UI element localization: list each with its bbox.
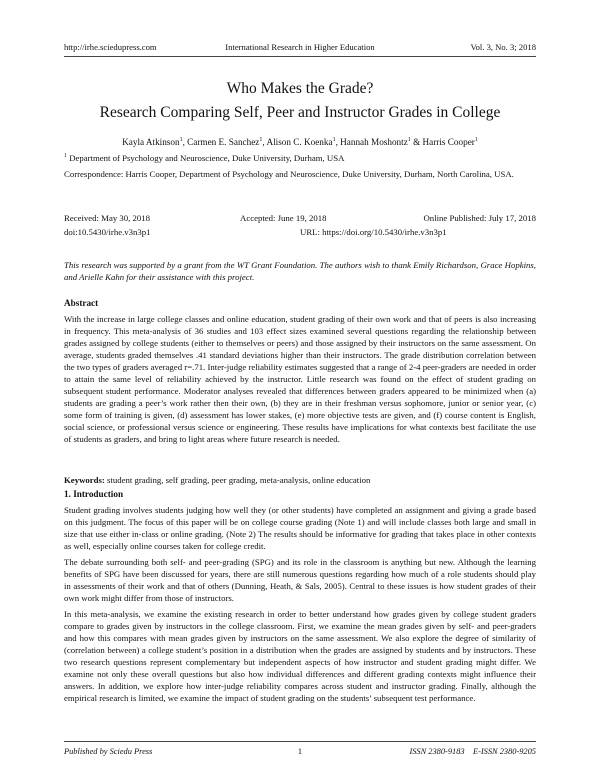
keywords-text: student grading, self grading, peer grading, meta-analysis, online education [107, 475, 371, 485]
affiliation [64, 152, 536, 164]
author-affiliation-mark: 1 [407, 136, 411, 143]
paper-subtitle: Research Comparing Self, Peer and Instructor Grades in College [99, 104, 501, 121]
author-separator: , [182, 137, 188, 147]
published-date: Online Published: July 17, 2018 [423, 213, 536, 223]
header-rule [64, 56, 536, 57]
intro-paragraph: Student grading involves students judging how well they (or other students) have completed an assignment and giving a grade based on this judgment. The focus of this paper will be on college course grading (Note 1) and will include classes both large and small in size that use either in-class or online grading. (Note 2) The results should be informative for grading that takes place in other contexts as well, especially online courses taken for college credit. [64, 505, 536, 551]
funding-note: This research was supported by a grant from the WT Grant Foundation. The authors wish to thank Emily Richardson, Grace Hopkins, and Arielle Kahn for their assistance with this project. [64, 260, 536, 282]
affiliation-text: Department of Psychology and Neuroscience, Duke University, Durham, USA [69, 153, 345, 163]
author-affiliation-mark: 1 [259, 136, 263, 143]
author-name: Alison C. Koenka [266, 137, 333, 147]
header-volume: Vol. 3, No. 3; 2018 [470, 42, 536, 52]
author-affiliation-mark: 1 [474, 136, 478, 143]
affiliation-mark: 1 [64, 153, 67, 160]
author-affiliation-mark: 1 [179, 136, 183, 143]
author-separator: , [335, 137, 341, 147]
keywords [64, 474, 536, 486]
footer-issn: ISSN 2380-9183 E-ISSN 2380-9205 [409, 747, 536, 756]
intro-paragraph: In this meta-analysis, we examine the existing research in order to better understand how grades given by college student graders compare to grades given by instructors in the college classroom. First, we examine the mean grades given by self- and peer-graders and how this compares with mean grades given by instructors on the same assessment. We also explore the degree of similarity of (correlation between) a college student’s position in a distribution when the grades are assigned by students and by instructors. These two research questions represent complementary but independent aspects of how instructor and student grading might differ. We examine not only these overall questions but also how individual differences and different grading contexts might influence their answers. In addition, we explore how inter-judge reliability compares across student and instructor grading. Finally, although the empirical research is limited, we examine the impact of student grading on the students’ subsequent test performance. [64, 609, 536, 703]
abstract-heading: Abstract [64, 298, 99, 308]
page-number: 1 [297, 747, 303, 756]
author-affiliation-mark: 1 [332, 136, 336, 143]
author-separator: & [410, 137, 423, 147]
correspondence: Correspondence: Harris Cooper, Department of Psychology and Neuroscience, Duke University, Durham, North Carolina, USA. [64, 169, 514, 179]
keywords-label: Keywords: [64, 475, 105, 485]
received-date: Received: May 30, 2018 [64, 213, 151, 223]
article-url[interactable]: URL: https://doi.org/10.5430/irhe.v3n3p1 [300, 227, 447, 237]
footer-rule [64, 741, 536, 742]
author-name: Hannah Moshontz [340, 137, 408, 147]
section-heading-introduction: 1. Introduction [64, 489, 124, 499]
paper-title: Who Makes the Grade? [226, 80, 374, 97]
author-name: Carmen E. Sanchez [187, 137, 260, 147]
author-name: Kayla Atkinson [122, 137, 180, 147]
accepted-date: Accepted: June 19, 2018 [240, 213, 327, 223]
intro-paragraph: The debate surrounding both self- and peer-grading (SPG) and its role in the classroom is anything but new. Although the learning benefits of SPG have been discussed for years, there are still numerous questions regarding how much of a role students should play in assessments of their work and that of others (Dunning, Heath, & Sals, 2005). Central to these issues is how student grades of their own work might differ from those of instructors. [64, 557, 536, 603]
header-url[interactable]: http://irhe.sciedupress.com [64, 42, 157, 52]
footer-publisher: Published by Sciedu Press [64, 747, 153, 756]
author-name: Harris Cooper [422, 137, 475, 147]
author-separator: , [262, 137, 267, 147]
author-list [0, 137, 600, 147]
doi[interactable]: doi:10.5430/irhe.v3n3p1 [64, 227, 151, 237]
abstract-text: With the increase in large college classes and online education, student grading of their own work and that of peers is also increasing in frequency. This meta-analysis of 36 studies and 103 effect sizes examined several questions regarding the relationship between grades assigned by college students (either to themselves or peers) and those assigned by their instructors on the same assessment. On average, students graded themselves .41 standard deviations higher than their instructors. The grade distribution correlation between the two types of graders averaged r=.71. Inter-judge reliability estimates suggested that a range of 2-4 peer-graders are needed in order to attain the same level of reliability achieved by the instructor. Little research was found on the effect of student grading on subsequent student performance. Moderator analyses revealed that differences between graders appeared to be minimized when (a) students are grading a peer’s work rather then their own, (b) they are in their freshman versus sophomore, junior or senior year, (c) some form of training is given, (d) assessment has lower stakes, (e) more objective tests are given, and (f) course content is English, social science, or professional versus science or engineering. These results have implications for what contexts best facilitate the use of students as graders, and bring to light areas where future research is needed. [64, 314, 536, 444]
header-journal: International Research in Higher Education [225, 42, 375, 52]
